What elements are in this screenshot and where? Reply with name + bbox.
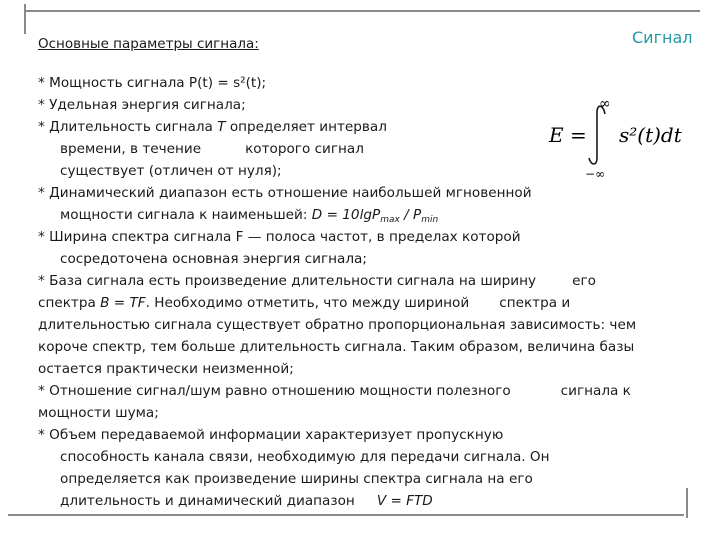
line-text: * Отношение сигнал/шум равно отношению мощности полезного xyxy=(38,383,511,399)
slide-heading: Основные параметры сигнала: xyxy=(38,36,259,52)
line-base-2 xyxy=(38,294,570,312)
formula-D: D = 10lgP xyxy=(311,207,381,223)
line-text: определяет интервал xyxy=(225,119,387,135)
line-text: * Ширина спектра сигнала F — полоса частот, в пределах которой xyxy=(38,229,521,245)
line-energy xyxy=(38,96,246,114)
formula-V: V = FTD xyxy=(376,493,433,509)
line-snr-2 xyxy=(38,404,159,422)
line-text: спектра и xyxy=(499,295,571,311)
energy-integral-formula xyxy=(545,92,685,182)
line-text: * Динамический диапазон есть отношение наибольшей мгновенной xyxy=(38,185,532,201)
line-text: способность канала связи, необходимую для передачи сигнала. Он xyxy=(60,449,550,465)
line-text: короче спектр, тем больше длительность сигнала. Таким образом, величина базы xyxy=(38,339,635,355)
frame-left-rule xyxy=(24,4,26,34)
line-text: длительность и динамический диапазон xyxy=(60,493,355,509)
line-text: * Мощность сигнала P(t) = s²(t); xyxy=(38,75,267,91)
slide-corner-title: Сигнал xyxy=(632,28,693,47)
line-volume-3 xyxy=(60,470,533,488)
subscript-max: max xyxy=(380,215,400,225)
line-duration xyxy=(38,118,387,136)
line-bandwidth xyxy=(38,228,521,246)
frame-bottom-rule xyxy=(8,514,684,516)
line-volume-2 xyxy=(60,448,550,466)
line-power xyxy=(38,74,266,92)
line-text: которого сигнал xyxy=(245,141,364,157)
formula-B: B = TF xyxy=(100,295,146,311)
integral-sign-icon xyxy=(589,106,605,164)
formula-D-denominator: / P xyxy=(399,207,422,223)
line-text: мощности сигнала к наименьшей: xyxy=(60,207,312,223)
frame-right-rule xyxy=(686,488,688,518)
line-text: сосредоточена основная энергия сигнала; xyxy=(60,251,367,267)
line-volume xyxy=(38,426,503,444)
line-text: времени, в течение xyxy=(60,141,202,157)
integral-lower-limit: −∞ xyxy=(585,167,606,181)
line-base-3 xyxy=(38,316,636,334)
line-bandwidth-2 xyxy=(60,250,367,268)
frame-top-rule xyxy=(24,10,700,12)
integral-upper-limit: ∞ xyxy=(599,96,611,112)
line-text: * Объем передаваемой информации характеризует пропускную xyxy=(38,427,504,443)
subscript-min: min xyxy=(421,215,439,225)
line-volume-4 xyxy=(60,492,433,510)
line-text: определяется как произведение ширины спектра сигнала на его xyxy=(60,471,533,487)
line-base xyxy=(38,272,596,290)
line-text: существует (отличен от нуля); xyxy=(60,163,282,179)
formula-lhs: E = xyxy=(549,123,587,147)
line-text: . Необходимо отметить, что между шириной xyxy=(145,295,470,311)
line-duration-2 xyxy=(60,140,364,158)
line-text: его xyxy=(572,273,596,289)
line-text: * Длительность сигнала xyxy=(38,119,218,135)
line-text: * База сигнала есть произведение длительности сигнала на ширину xyxy=(38,273,537,289)
line-dynamic-range-2 xyxy=(60,206,438,229)
line-text: мощности шума; xyxy=(38,405,159,421)
line-text: спектра xyxy=(38,295,101,311)
line-duration-3 xyxy=(60,162,282,180)
line-base-4 xyxy=(38,338,634,356)
line-text: длительностью сигнала существует обратно пропорциональная зависимость: чем xyxy=(38,317,637,333)
line-text: остается практически неизменной; xyxy=(38,361,294,377)
line-dynamic-range xyxy=(38,184,532,202)
line-text: сигнала к xyxy=(560,383,631,399)
formula-integrand: s²(t)dt xyxy=(619,123,682,147)
line-text-italic: T xyxy=(217,119,226,135)
line-base-5 xyxy=(38,360,294,378)
line-text: * Удельная энергия сигнала; xyxy=(38,97,246,113)
line-snr xyxy=(38,382,631,400)
